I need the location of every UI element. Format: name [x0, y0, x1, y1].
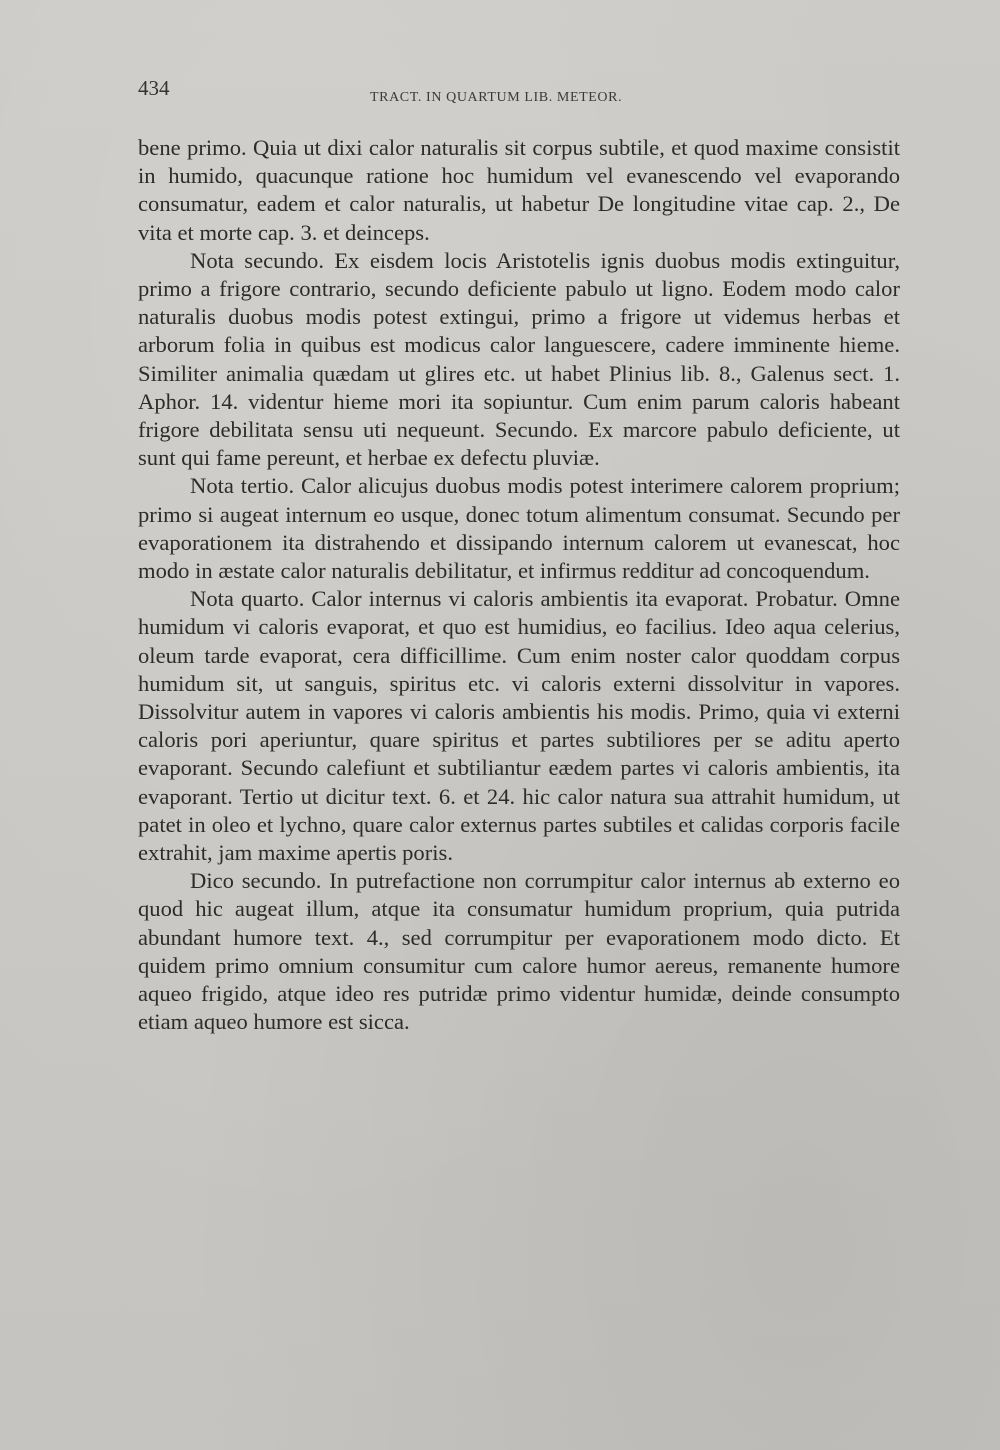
paragraph-nota-quarto: Nota quarto. Calor internus vi caloris ambientis ita evaporat. Probatur. Omne humidum vi caloris evaporat, et quo est humidius, eo facilius. Ideo aqua celerius, oleum tarde evaporat, cera difficillime. Cum enim noster calor quoddam corpus humidum sit, ut sanguis, spiritus etc. vi caloris externi dissolvitur in vapores. Dissolvitur autem in vapores vi caloris ambientis his modis. Primo, quia vi externi caloris pori aperiuntur, quare spiritus et partes subtiliores per se aditu aperto evaporant. Secundo calefiunt et subtiliantur eædem partes vi caloris ambientis, ita evaporant. Tertio ut dicitur text. 6. et 24. hic calor natura sua attrahit humidum, ut patet in oleo et lychno, quare calor externus partes subtiles et calidas corporis facile extrahit, jam maxime apertis poris.: [138, 586, 900, 866]
body-text: [138, 134, 900, 1037]
paragraph-nota-secundo: Nota secundo. Ex eisdem locis Aristotelis ignis duobus modis extinguitur, primo a frigore contrario, secundo deficiente pabulo ut ligno. Eodem modo calor naturalis duobus modis potest extingui, primo a frigore ut videmus herbas et arborum folia in quibus est modicus calor languescere, cadere imminente hieme. Similiter animalia quædam ut glires etc. ut habet Plinius lib. 8., Galenus sect. 1. Aphor. 14. videntur hieme mori ita sopiuntur. Cum enim parum caloris habeant frigore debilitata sensu uti nequeunt. Secundo. Ex marcore pabulo deficiente, ut sunt qui fame pereunt, et herbae ex defectu pluviæ.: [138, 247, 900, 471]
paragraph-continuation: bene primo. Quia ut dixi calor naturalis sit corpus subtile, et quod maxime consistit in humido, quacunque ratione hoc humidum vel evanescendo vel evaporando consumatur, eadem et calor naturalis, ut habetur De longitudine vitae cap. 2., De vita et morte cap. 3. et deinceps.: [138, 135, 900, 245]
paragraph-dico-secundo: Dico secundo. In putrefactione non corrumpitur calor internus ab externo eo quod hic augeat illum, atque ita consumatur humidum proprium, quia putrida abundant humore text. 4., sed corrumpitur per evaporationem modo dicto. Et quidem primo omnium consumitur cum calore humor aereus, remanente humore aqueo frigido, atque ideo res putridæ primo videntur humidæ, deinde consumpto etiam aqueo humore est sicca.: [138, 868, 900, 1035]
page-number: 434: [138, 76, 170, 100]
running-title: TRACT. IN QUARTUM LIB. METEOR.: [370, 90, 623, 105]
running-head: [138, 76, 908, 106]
paragraph-nota-tertio: Nota tertio. Calor alicujus duobus modis potest interimere calorem proprium; primo si augeat internum eo usque, donec totum alimentum consumat. Secundo per evaporationem ita distrahendo et dissipando internum calorem ut evanescat, hoc modo in æstate calor naturalis debilitatur, et infirmus redditur ad concoquendum.: [138, 473, 900, 584]
